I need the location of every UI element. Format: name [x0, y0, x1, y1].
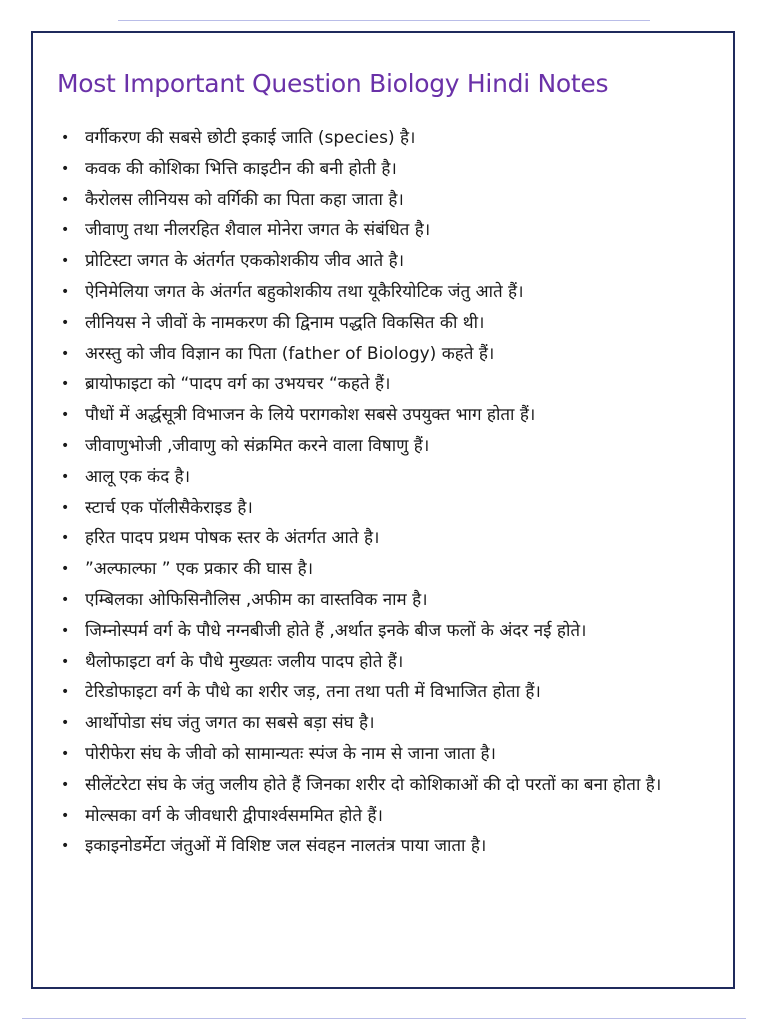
- bullet-icon: •: [61, 561, 70, 578]
- note-item: [59, 431, 723, 462]
- note-item: [59, 523, 723, 554]
- note-item: [59, 123, 723, 154]
- note-text: मोल्सका वर्ग के जीवधारी द्वीपार्श्वसममित होते हैं।: [85, 805, 383, 826]
- bullet-icon: •: [61, 437, 70, 454]
- note-text: जीवाणु तथा नीलरहित शैवाल मोनेरा जगत के संबंधित है।: [85, 220, 431, 241]
- note-text: इकाइनोडर्मेटा जंतुओं में विशिष्ट जल संवहन नालतंत्र पाया जाता है।: [85, 836, 487, 857]
- note-item: [59, 616, 723, 647]
- bullet-icon: •: [61, 499, 70, 516]
- note-text: आलू एक कंद है।: [85, 466, 191, 487]
- note-item: [59, 493, 723, 524]
- note-item: [59, 770, 723, 801]
- bullet-icon: •: [61, 653, 70, 670]
- note-text: स्टार्च एक पॉलीसैकेराइड है।: [85, 497, 253, 518]
- note-item: [59, 831, 723, 862]
- note-text: सीलेंटरेटा संघ के जंतु जलीय होते हैं जिनका शरीर दो कोशिकाओं की दो परतों का बना होता है।: [85, 774, 662, 795]
- note-item: [59, 801, 723, 832]
- bullet-icon: •: [61, 807, 70, 824]
- note-text: जीवाणुभोजी ,जीवाणु को संक्रमित करने वाला विषाणु हैं।: [85, 435, 430, 456]
- note-text: पोरीफेरा संघ के जीवो को सामान्यतः स्पंज के नाम से जाना जाता है।: [85, 743, 496, 764]
- bottom-divider: [22, 1018, 746, 1019]
- bullet-icon: •: [61, 314, 70, 331]
- bullet-icon: •: [61, 715, 70, 732]
- note-text: प्रोटिस्टा जगत के अंतर्गत एककोशकीय जीव आते है।: [85, 251, 405, 272]
- note-text: कवक की कोशिका भित्ति काइटीन की बनी होती है।: [85, 158, 397, 179]
- bullet-icon: •: [61, 838, 70, 855]
- note-text: वर्गीकरण की सबसे छोटी इकाई जाति (species) है।: [85, 128, 416, 148]
- note-item: [59, 308, 723, 339]
- note-item: [59, 647, 723, 678]
- note-item: [59, 246, 723, 277]
- note-text: ब्रायोफाइटा को “पादप वर्ग का उभयचर “कहते हैं।: [85, 374, 391, 395]
- note-item: [59, 339, 723, 370]
- bullet-icon: •: [61, 345, 70, 362]
- bullet-icon: •: [61, 591, 70, 608]
- bullet-icon: •: [61, 191, 70, 208]
- note-item: [59, 462, 723, 493]
- note-item: [59, 277, 723, 308]
- bullet-icon: •: [61, 160, 70, 177]
- note-item: [59, 400, 723, 431]
- note-item: [59, 154, 723, 185]
- notes-card: [31, 31, 735, 989]
- note-text: ”अल्फाल्फा ” एक प्रकार की घास है।: [85, 559, 314, 580]
- top-divider: [118, 20, 650, 21]
- bullet-icon: •: [61, 745, 70, 762]
- bullet-icon: •: [61, 530, 70, 547]
- note-text: अरस्तु को जीव विज्ञान का पिता (father of Biology) कहते हैं।: [85, 343, 495, 364]
- note-item: [59, 739, 723, 770]
- note-text: एम्बिलका ओफिसिनौलिस ,अफीम का वास्तविक नाम है।: [85, 589, 428, 610]
- note-item: [59, 369, 723, 400]
- bullet-icon: •: [61, 222, 70, 239]
- note-text: जिम्नोस्पर्म वर्ग के पौधे नग्नबीजी होते हैं ,अर्थात इनके बीज फलों के अंदर नई होते।: [85, 620, 587, 641]
- note-item: [59, 185, 723, 216]
- bullet-icon: •: [61, 468, 70, 485]
- bullet-icon: •: [61, 253, 70, 270]
- note-text: पौधों में अर्द्धसूत्री विभाजन के लिये परागकोश सबसे उपयुक्त भाग होता हैं।: [85, 405, 536, 426]
- note-text: आर्थोपोडा संघ जंतु जगत का सबसे बड़ा संघ है।: [85, 713, 375, 734]
- note-text: लीनियस ने जीवों के नामकरण की द्विनाम पद्धति विकसित की थी।: [85, 312, 485, 333]
- bullet-icon: •: [61, 776, 70, 793]
- note-item: [59, 708, 723, 739]
- note-text: हरित पादप प्रथम पोषक स्तर के अंतर्गत आते है।: [85, 528, 380, 549]
- note-item: [59, 585, 723, 616]
- note-item: [59, 554, 723, 585]
- bullet-icon: •: [61, 684, 70, 701]
- bullet-icon: •: [61, 376, 70, 393]
- note-text: कैरोलस लीनियस को वर्गिकी का पिता कहा जाता है।: [85, 189, 404, 210]
- note-text: टेरिडोफाइटा वर्ग के पौधे का शरीर जड़, तना तथा पती में विभाजित होता हैं।: [85, 682, 541, 703]
- notes-list: [59, 123, 723, 862]
- note-text: थैलोफाइटा वर्ग के पौधे मुख्यतः जलीय पादप होते हैं।: [85, 651, 404, 672]
- bullet-icon: •: [61, 407, 70, 424]
- bullet-icon: •: [61, 622, 70, 639]
- note-item: [59, 677, 723, 708]
- note-item: [59, 215, 723, 246]
- note-text: ऐनिमेलिया जगत के अंतर्गत बहुकोशकीय तथा यूकैरियोटिक जंतु आते हैं।: [85, 281, 524, 302]
- bullet-icon: •: [61, 130, 70, 146]
- page-title: Most Important Question Biology Hindi Notes: [57, 69, 609, 98]
- bullet-icon: •: [61, 283, 70, 300]
